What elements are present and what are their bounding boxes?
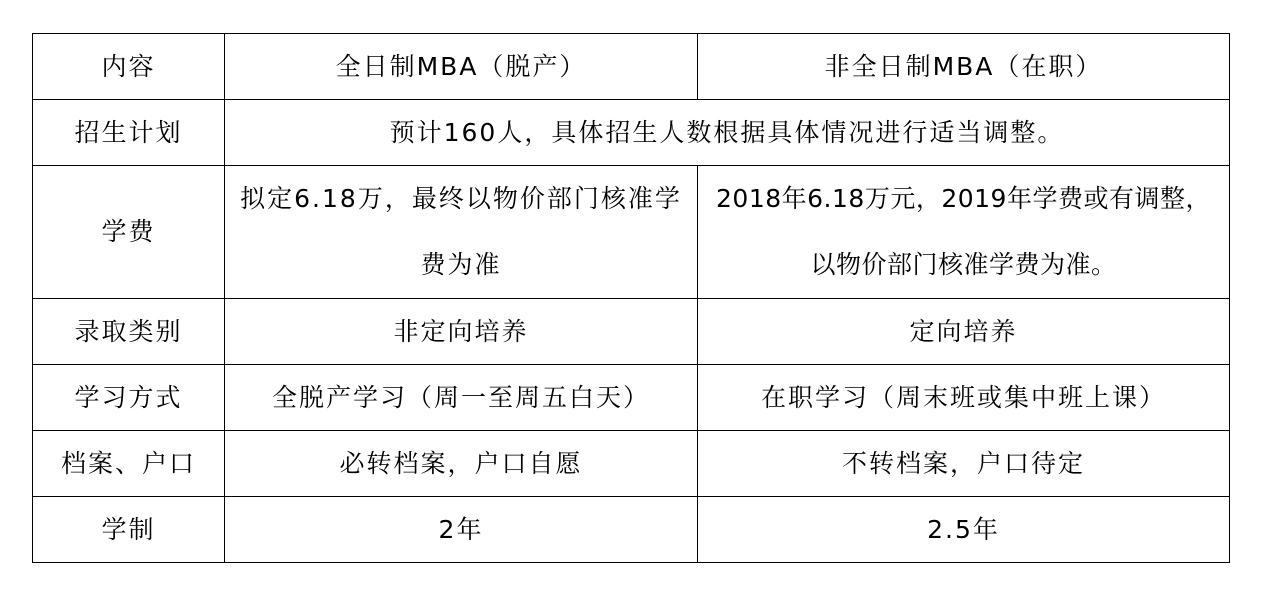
archives-full-time-cell: 必转档案，户口自愿	[225, 431, 698, 497]
study-mode-full-time-cell: 全脱产学习（周一至周五白天）	[225, 365, 698, 431]
duration-full-time-cell: 2年	[225, 497, 698, 563]
row-label: 学制	[33, 497, 225, 563]
tuition-full-time-cell: 拟定6.18万，最终以物价部门核准学费为准	[225, 166, 698, 299]
table-row-admission-type	[33, 299, 1230, 365]
archives-part-time-cell: 不转档案，户口待定	[698, 431, 1230, 497]
header-part-time-mba: 非全日制MBA（在职）	[698, 34, 1230, 100]
admission-type-full-time-cell: 非定向培养	[225, 299, 698, 365]
row-label: 档案、户口	[33, 431, 225, 497]
table-row-study-mode	[33, 365, 1230, 431]
table-row-tuition	[33, 166, 1230, 299]
table-row-enrollment-plan	[33, 100, 1230, 166]
row-label: 学费	[33, 166, 225, 299]
enrollment-plan-cell: 预计160人，具体招生人数根据具体情况进行适当调整。	[225, 100, 1230, 166]
table-row-duration	[33, 497, 1230, 563]
admission-type-part-time-cell: 定向培养	[698, 299, 1230, 365]
mba-comparison-table-container	[32, 33, 1229, 563]
header-full-time-mba: 全日制MBA（脱产）	[225, 34, 698, 100]
duration-part-time-cell: 2.5年	[698, 497, 1230, 563]
tuition-part-time-cell: 2018年6.18万元，2019年学费或有调整，以物价部门核准学费为准。	[698, 166, 1230, 299]
header-content: 内容	[33, 34, 225, 100]
row-label: 招生计划	[33, 100, 225, 166]
table-header-row	[33, 34, 1230, 100]
study-mode-part-time-cell: 在职学习（周末班或集中班上课）	[698, 365, 1230, 431]
row-label: 录取类别	[33, 299, 225, 365]
row-label: 学习方式	[33, 365, 225, 431]
table-row-archives-hukou	[33, 431, 1230, 497]
mba-comparison-table	[32, 33, 1230, 563]
